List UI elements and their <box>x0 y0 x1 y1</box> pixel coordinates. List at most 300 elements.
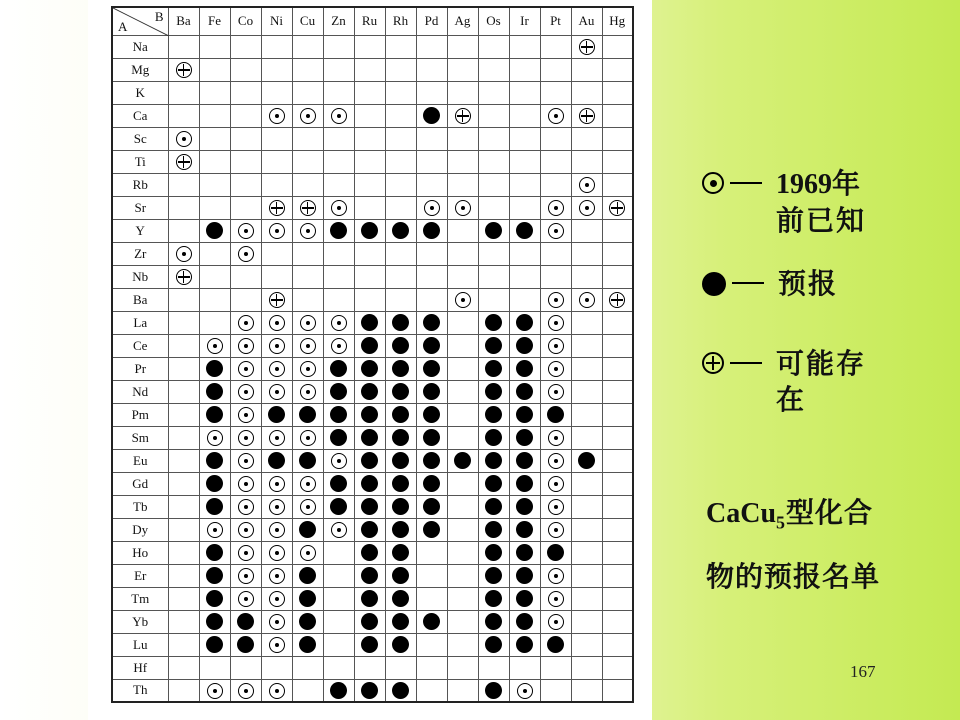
circled-dot-icon <box>548 476 564 492</box>
circled-dot-icon <box>238 568 254 584</box>
table-cell <box>509 334 540 357</box>
table-cell <box>385 610 416 633</box>
circled-plus-icon <box>609 200 625 216</box>
table-cell <box>509 357 540 380</box>
table-cell <box>602 472 633 495</box>
table-cell <box>509 35 540 58</box>
table-cell <box>323 380 354 403</box>
table-row <box>112 357 633 380</box>
filled-circle-icon <box>423 222 440 239</box>
table-cell <box>292 173 323 196</box>
table-cell <box>292 81 323 104</box>
table-cell <box>385 288 416 311</box>
filled-circle-icon <box>485 406 502 423</box>
table-cell <box>261 610 292 633</box>
table-row <box>112 81 633 104</box>
table-cell <box>199 633 230 656</box>
table-cell <box>416 334 447 357</box>
filled-circle-icon <box>206 475 223 492</box>
circled-dot-icon <box>548 522 564 538</box>
filled-circle-icon <box>392 360 409 377</box>
table-cell <box>199 219 230 242</box>
table-cell <box>602 587 633 610</box>
table-cell <box>261 104 292 127</box>
table-cell <box>261 541 292 564</box>
filled-circle-icon <box>423 107 440 124</box>
row-label-k: K <box>112 81 168 104</box>
table-cell <box>230 35 261 58</box>
table-cell <box>261 150 292 173</box>
table-cell <box>385 311 416 334</box>
table-cell <box>416 518 447 541</box>
filled-circle-icon <box>423 521 440 538</box>
table-cell <box>230 127 261 150</box>
table-cell <box>292 541 323 564</box>
table-cell <box>416 541 447 564</box>
table-cell <box>447 173 478 196</box>
table-cell <box>230 610 261 633</box>
table-cell <box>168 380 199 403</box>
row-label-ca: Ca <box>112 104 168 127</box>
table-cell <box>540 357 571 380</box>
filled-circle-icon <box>392 406 409 423</box>
circled-dot-icon <box>238 223 254 239</box>
filled-circle-icon <box>516 521 533 538</box>
corner-label-a: A <box>118 18 128 34</box>
circled-dot-icon <box>269 568 285 584</box>
table-cell <box>602 357 633 380</box>
table-cell <box>478 426 509 449</box>
table-cell <box>323 265 354 288</box>
table-cell <box>199 288 230 311</box>
table-cell <box>168 127 199 150</box>
table-row <box>112 541 633 564</box>
table-cell <box>385 472 416 495</box>
circled-dot-icon <box>331 315 347 331</box>
filled-circle-icon <box>485 590 502 607</box>
table-cell <box>323 311 354 334</box>
circled-dot-icon <box>331 522 347 538</box>
table-cell <box>261 587 292 610</box>
table-cell <box>478 219 509 242</box>
circled-dot-icon <box>300 108 316 124</box>
table-cell <box>602 311 633 334</box>
table-cell <box>509 610 540 633</box>
table-cell <box>602 265 633 288</box>
table-row <box>112 679 633 702</box>
table-cell <box>292 449 323 472</box>
circled-dot-icon <box>331 453 347 469</box>
table-cell <box>478 357 509 380</box>
table-cell <box>292 610 323 633</box>
table-cell <box>354 196 385 219</box>
table-cell <box>509 265 540 288</box>
table-cell <box>509 81 540 104</box>
filled-circle-icon <box>516 498 533 515</box>
filled-circle-icon <box>206 452 223 469</box>
table-cell <box>292 196 323 219</box>
row-label-dy: Dy <box>112 518 168 541</box>
table-cell <box>230 633 261 656</box>
table-cell <box>323 242 354 265</box>
table-cell <box>323 633 354 656</box>
table-cell <box>416 380 447 403</box>
row-label-ba: Ba <box>112 288 168 311</box>
table-cell <box>540 541 571 564</box>
circled-dot-icon <box>579 177 595 193</box>
legend-dash <box>732 282 764 284</box>
table-cell <box>261 633 292 656</box>
table-cell <box>571 196 602 219</box>
circled-dot-icon <box>238 430 254 446</box>
table-cell <box>385 495 416 518</box>
table-cell <box>602 518 633 541</box>
table-cell <box>199 104 230 127</box>
table-cell <box>447 288 478 311</box>
table-cell <box>199 357 230 380</box>
circled-dot-icon <box>548 338 564 354</box>
table-cell <box>323 357 354 380</box>
filled-circle-icon <box>516 544 533 561</box>
table-cell <box>230 380 261 403</box>
table-cell <box>385 219 416 242</box>
circled-dot-icon <box>702 172 724 194</box>
table-cell <box>261 35 292 58</box>
filled-circle-icon <box>485 613 502 630</box>
table-cell <box>416 679 447 702</box>
filled-circle-icon <box>454 452 471 469</box>
column-header-ru: Ru <box>354 7 385 35</box>
filled-circle-icon <box>361 429 378 446</box>
filled-circle-icon <box>516 590 533 607</box>
table-cell <box>323 196 354 219</box>
table-cell <box>602 219 633 242</box>
table-cell <box>509 656 540 679</box>
table-cell <box>509 472 540 495</box>
table-cell <box>199 380 230 403</box>
table-cell <box>323 81 354 104</box>
table-cell <box>540 656 571 679</box>
row-label-na: Na <box>112 35 168 58</box>
table-cell <box>261 196 292 219</box>
table-cell <box>540 426 571 449</box>
table-cell <box>230 587 261 610</box>
row-label-sr: Sr <box>112 196 168 219</box>
table-cell <box>354 173 385 196</box>
filled-circle-icon <box>361 383 378 400</box>
row-label-zr: Zr <box>112 242 168 265</box>
table-cell <box>602 196 633 219</box>
table-cell <box>478 633 509 656</box>
filled-circle-icon <box>485 682 502 699</box>
table-cell <box>540 495 571 518</box>
table-cell <box>230 472 261 495</box>
table-cell <box>478 541 509 564</box>
table-cell <box>168 472 199 495</box>
filled-circle-icon <box>423 452 440 469</box>
circled-plus-icon <box>269 200 285 216</box>
table-cell <box>168 656 199 679</box>
table-row <box>112 150 633 173</box>
table-cell <box>199 81 230 104</box>
table-cell <box>354 334 385 357</box>
table-cell <box>354 380 385 403</box>
table-cell <box>230 518 261 541</box>
table-cell <box>261 426 292 449</box>
table-cell <box>199 518 230 541</box>
filled-circle-icon <box>330 360 347 377</box>
table-cell <box>602 426 633 449</box>
circled-dot-icon <box>548 499 564 515</box>
table-cell <box>447 564 478 587</box>
table-cell <box>478 288 509 311</box>
table-cell <box>168 58 199 81</box>
table-cell <box>540 564 571 587</box>
filled-circle-icon <box>206 636 223 653</box>
table-cell <box>478 173 509 196</box>
table-cell <box>354 426 385 449</box>
table-cell <box>199 311 230 334</box>
table-cell <box>447 81 478 104</box>
table-cell <box>571 380 602 403</box>
table-cell <box>602 58 633 81</box>
table-cell <box>354 518 385 541</box>
column-header-fe: Fe <box>199 7 230 35</box>
circled-dot-icon <box>238 591 254 607</box>
filled-circle-icon <box>361 475 378 492</box>
filled-circle-icon <box>485 521 502 538</box>
table-cell <box>509 449 540 472</box>
table-cell <box>571 587 602 610</box>
table-cell <box>602 127 633 150</box>
table-cell <box>385 679 416 702</box>
table-cell <box>447 587 478 610</box>
table-cell <box>354 357 385 380</box>
table-cell <box>230 679 261 702</box>
table-cell <box>385 35 416 58</box>
table-cell <box>540 265 571 288</box>
circled-dot-icon <box>579 200 595 216</box>
table-cell <box>478 495 509 518</box>
filled-circle-icon <box>485 498 502 515</box>
table-cell <box>509 58 540 81</box>
circled-dot-icon <box>300 430 316 446</box>
table-cell <box>571 495 602 518</box>
filled-circle-icon <box>578 452 595 469</box>
table-cell <box>168 610 199 633</box>
table-cell <box>478 518 509 541</box>
filled-circle-icon <box>206 222 223 239</box>
circled-dot-icon <box>238 384 254 400</box>
row-label-y: Y <box>112 219 168 242</box>
filled-circle-icon <box>361 567 378 584</box>
filled-circle-icon <box>206 383 223 400</box>
table-cell <box>416 311 447 334</box>
table-cell <box>261 472 292 495</box>
circled-dot-icon <box>548 315 564 331</box>
column-header-ir: Ir <box>509 7 540 35</box>
circled-dot-icon <box>269 637 285 653</box>
table-cell <box>478 472 509 495</box>
column-header-hg: Hg <box>602 7 633 35</box>
table-cell <box>509 173 540 196</box>
table-cell <box>323 610 354 633</box>
table-cell <box>230 449 261 472</box>
table-cell <box>602 564 633 587</box>
table-cell <box>447 242 478 265</box>
circled-dot-icon <box>269 499 285 515</box>
table-cell <box>168 104 199 127</box>
circled-dot-icon <box>238 545 254 561</box>
table-cell <box>385 265 416 288</box>
circled-plus-icon <box>702 352 724 374</box>
table-cell <box>571 81 602 104</box>
filled-circle-icon <box>206 498 223 515</box>
filled-circle-icon <box>268 452 285 469</box>
circled-dot-icon <box>269 108 285 124</box>
table-cell <box>509 564 540 587</box>
filled-circle-icon <box>392 222 409 239</box>
table-cell <box>292 633 323 656</box>
table-row <box>112 35 633 58</box>
table-cell <box>447 380 478 403</box>
circled-dot-icon <box>269 384 285 400</box>
table-cell <box>168 587 199 610</box>
filled-circle-icon <box>361 360 378 377</box>
table-cell <box>261 219 292 242</box>
filled-circle-icon <box>330 429 347 446</box>
table-cell <box>292 403 323 426</box>
table-cell <box>447 357 478 380</box>
table-cell <box>354 633 385 656</box>
table-cell <box>478 449 509 472</box>
table-cell <box>385 357 416 380</box>
circled-dot-icon <box>548 614 564 630</box>
table-cell <box>199 127 230 150</box>
table-cell <box>385 426 416 449</box>
circled-dot-icon <box>455 200 471 216</box>
table-cell <box>354 104 385 127</box>
circled-dot-icon <box>269 614 285 630</box>
table-cell <box>230 564 261 587</box>
filled-circle-icon <box>485 337 502 354</box>
table-cell <box>385 541 416 564</box>
circled-dot-icon <box>548 292 564 308</box>
row-label-sm: Sm <box>112 426 168 449</box>
filled-circle-icon <box>547 406 564 423</box>
table-cell <box>447 541 478 564</box>
table-cell <box>478 265 509 288</box>
table-cell <box>478 679 509 702</box>
table-cell <box>602 495 633 518</box>
filled-circle-icon <box>299 567 316 584</box>
table-cell <box>540 127 571 150</box>
table-cell <box>509 150 540 173</box>
filled-circle-icon <box>485 636 502 653</box>
filled-circle-icon <box>423 475 440 492</box>
table-cell <box>571 265 602 288</box>
table-cell <box>571 219 602 242</box>
table-cell <box>571 150 602 173</box>
column-header-pd: Pd <box>416 7 447 35</box>
table-cell <box>292 127 323 150</box>
circled-dot-icon <box>300 361 316 377</box>
filled-circle-icon <box>299 613 316 630</box>
table-cell <box>230 81 261 104</box>
row-label-la: La <box>112 311 168 334</box>
table-cell <box>354 242 385 265</box>
table-cell <box>509 104 540 127</box>
table-cell <box>509 679 540 702</box>
table-cell <box>385 403 416 426</box>
table-cell <box>602 633 633 656</box>
table-cell <box>292 265 323 288</box>
column-header-ni: Ni <box>261 7 292 35</box>
filled-circle-icon <box>206 613 223 630</box>
table-cell <box>509 403 540 426</box>
table-cell <box>230 357 261 380</box>
table-cell <box>478 311 509 334</box>
table-cell <box>323 173 354 196</box>
table-cell <box>478 334 509 357</box>
table-cell <box>323 288 354 311</box>
filled-circle-icon <box>237 613 254 630</box>
table-cell <box>261 357 292 380</box>
table-cell <box>168 242 199 265</box>
table-cell <box>416 472 447 495</box>
circled-dot-icon <box>331 338 347 354</box>
table-cell <box>261 265 292 288</box>
table-cell <box>416 196 447 219</box>
circled-dot-icon <box>300 476 316 492</box>
circled-dot-icon <box>238 522 254 538</box>
table-cell <box>230 311 261 334</box>
table-cell <box>540 610 571 633</box>
table-cell <box>199 58 230 81</box>
row-label-sc: Sc <box>112 127 168 150</box>
filled-circle-icon <box>299 406 316 423</box>
table-cell <box>540 196 571 219</box>
filled-circle-icon <box>392 337 409 354</box>
table-cell <box>323 472 354 495</box>
table-cell <box>323 35 354 58</box>
table-cell <box>385 656 416 679</box>
table-cell <box>261 173 292 196</box>
table-cell <box>354 35 385 58</box>
filled-circle-icon <box>330 498 347 515</box>
table-cell <box>230 288 261 311</box>
table-cell <box>261 380 292 403</box>
filled-circle-icon <box>299 590 316 607</box>
table-cell <box>509 541 540 564</box>
row-label-rb: Rb <box>112 173 168 196</box>
table-cell <box>447 196 478 219</box>
table-cell <box>571 449 602 472</box>
table-cell <box>292 242 323 265</box>
table-cell <box>571 288 602 311</box>
table-cell <box>385 380 416 403</box>
filled-circle-icon <box>206 544 223 561</box>
table-cell <box>292 219 323 242</box>
table-cell <box>571 541 602 564</box>
filled-circle-icon <box>423 337 440 354</box>
table-row <box>112 242 633 265</box>
table-cell <box>261 449 292 472</box>
table-cell <box>199 334 230 357</box>
table-cell <box>447 104 478 127</box>
filled-circle-icon <box>330 406 347 423</box>
table-cell <box>385 58 416 81</box>
